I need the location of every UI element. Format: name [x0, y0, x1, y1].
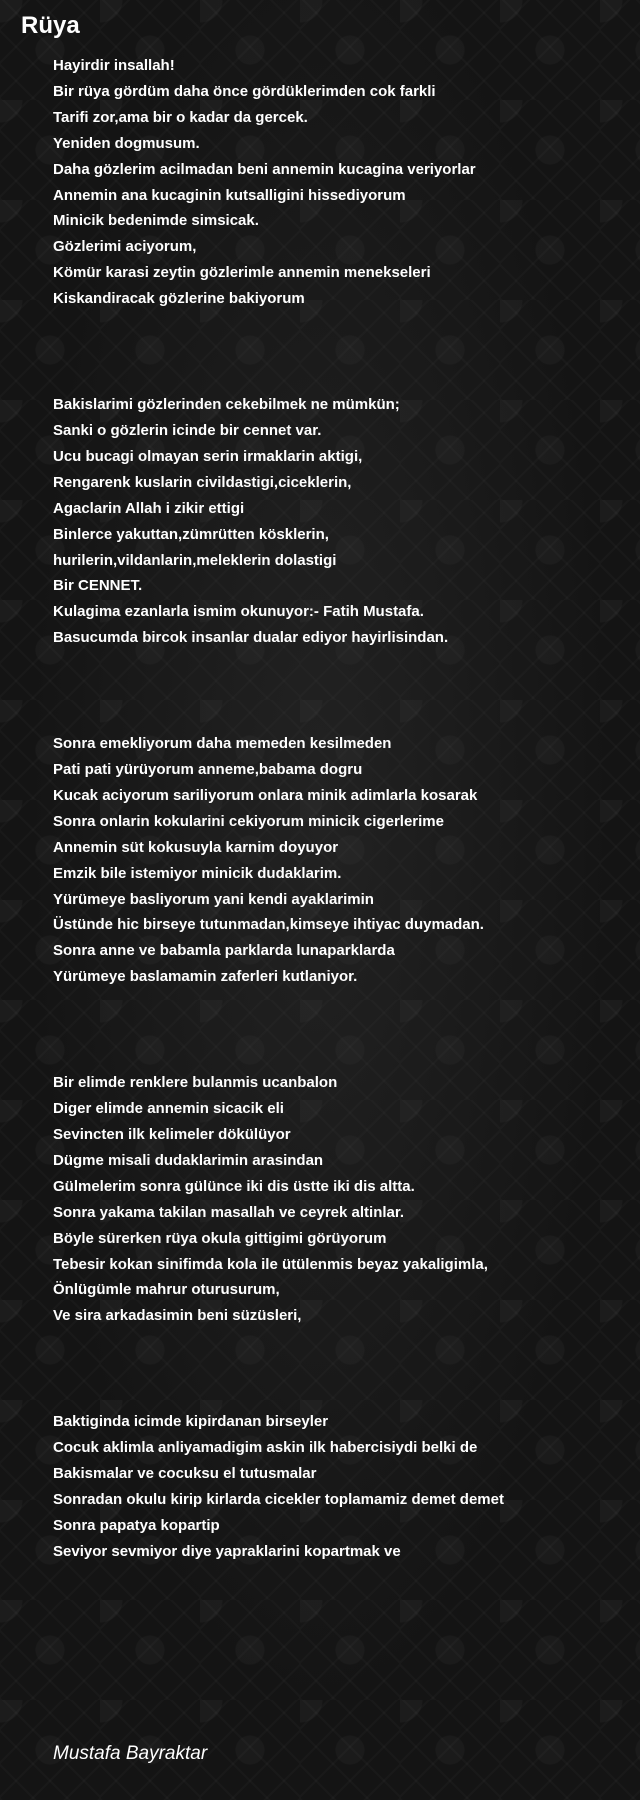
poem-author: Mustafa Bayraktar: [53, 1743, 208, 1764]
poem-line: Yeniden dogmusum.: [53, 134, 200, 152]
poem-line: Sonra emekliyorum daha memeden kesilmeden: [53, 735, 392, 753]
poem-body: [53, 53, 628, 1645]
poem-line: Ucu bucagi olmayan serin irmaklarin aktigi,: [53, 447, 363, 465]
poem-line: Gülmelerim sonra gülünce iki dis üstte iki dis altta.: [53, 1177, 415, 1195]
stanza-2: [53, 392, 628, 651]
poem-line: Annemin ana kucaginin kutsalligini hissediyorum: [53, 186, 406, 204]
stanza-1: [53, 53, 628, 312]
poem-line: Önlügümle mahrur oturusurum,: [53, 1281, 280, 1299]
poem-line: Kucak aciyorum sariliyorum onlara minik adimlarla kosarak: [53, 786, 478, 804]
poem-line: Emzik bile istemiyor minicik dudaklarim.: [53, 864, 342, 882]
poem-line: Sonradan okulu kirip kirlarda cicekler toplamamiz demet demet: [53, 1490, 504, 1508]
poem-line: Agaclarin Allah i zikir ettigi: [53, 499, 245, 517]
poem-line: Bakislarimi gözlerinden cekebilmek ne mümkün;: [53, 396, 400, 414]
poem-line: Kulagima ezanlarla ismim okunuyor:- Fatih Mustafa.: [53, 603, 424, 621]
poem-line: Tarifi zor,ama bir o kadar da gercek.: [53, 108, 308, 126]
poem-line: Ve sira arkadasimin beni süzüsleri,: [53, 1307, 302, 1325]
poem-line: Pati pati yürüyorum anneme,babama dogru: [53, 761, 363, 779]
poem-line: Yürümeye baslamamin zaferleri kutlaniyor.: [53, 968, 358, 986]
poem-line: Sonra anne ve babamla parklarda lunaparklarda: [53, 942, 395, 960]
poem-line: Cocuk aklimla anliyamadigim askin ilk habercisiydi belki de: [53, 1439, 478, 1457]
poem-line: Daha gözlerim acilmadan beni annemin kucagina veriyorlar: [53, 160, 476, 178]
poem-line: Böyle sürerken rüya okula gittigimi görüyorum: [53, 1229, 387, 1247]
poem-line: Bir CENNET.: [53, 577, 143, 595]
poem-title: Rüya: [21, 12, 80, 39]
poem-line: Dügme misali dudaklarimin arasindan: [53, 1151, 324, 1169]
poem-line: Kiskandiracak gözlerine bakiyorum: [53, 290, 305, 308]
poem-line: Sanki o gözlerin icinde bir cennet var.: [53, 421, 322, 439]
poem-line: Bir elimde renklere bulanmis ucanbalon: [53, 1074, 338, 1092]
stanza-5: [53, 1409, 628, 1564]
poem-line: Baktiginda icimde kipirdanan birseyler: [53, 1413, 329, 1431]
poem-line: Gözlerimi aciyorum,: [53, 238, 197, 256]
poem-line: Sevincten ilk kelimeler dökülüyor: [53, 1126, 291, 1143]
stanza-4: [53, 1070, 628, 1329]
poem-line: Sonra onlarin kokularini cekiyorum minicik cigerlerime: [53, 812, 444, 830]
poem-line: Bakismalar ve cocuksu el tutusmalar: [53, 1465, 317, 1483]
poem-line: Seviyor sevmiyor diye yapraklarini kopartmak ve: [53, 1542, 401, 1560]
poem-line: Rengarenk kuslarin civildastigi,ciceklerin,: [53, 473, 352, 491]
poem-line: Yürümeye basliyorum yani kendi ayaklarimin: [53, 890, 374, 908]
poem-line: Sonra papatya kopartip: [53, 1516, 220, 1534]
poem-line: Sonra yakama takilan masallah ve ceyrek altinlar.: [53, 1203, 405, 1221]
stanza-3: [53, 731, 628, 990]
poem-line: Bir rüya gördüm daha önce gördüklerimden cok farkli: [53, 82, 436, 100]
poem-line: Minicik bedenimde simsicak.: [53, 212, 259, 230]
poem-line: Diger elimde annemin sicacik eli: [53, 1100, 284, 1118]
poem-line: Üstünde hic birseye tutunmadan,kimseye ihtiyac duymadan.: [53, 916, 484, 934]
poem-line: Annemin süt kokusuyla karnim doyuyor: [53, 838, 339, 856]
poem-line: Tebesir kokan sinifimda kola ile ütülenmis beyaz yakaligimla,: [53, 1255, 488, 1273]
poem-line: Hayirdir insallah!: [53, 57, 175, 74]
poem-line: hurilerin,vildanlarin,meleklerin dolastigi: [53, 551, 337, 569]
poem-line: Basucumda bircok insanlar dualar ediyor hayirlisindan.: [53, 629, 449, 647]
poem-line: Kömür karasi zeytin gözlerimle annemin menekseleri: [53, 264, 431, 282]
poem-line: Binlerce yakuttan,zümrütten kösklerin,: [53, 525, 329, 543]
